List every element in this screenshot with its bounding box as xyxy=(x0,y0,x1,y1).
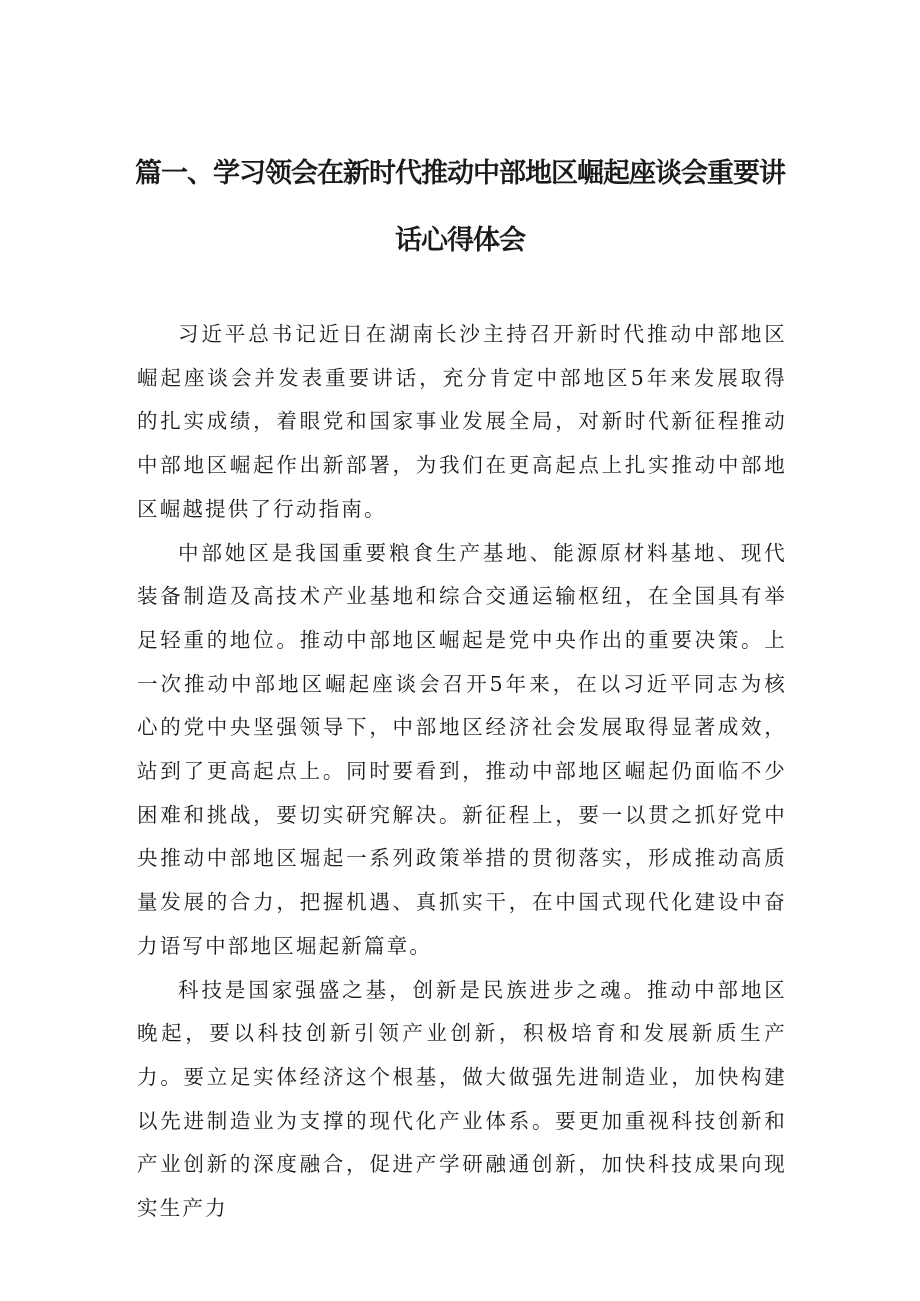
document-title-line-2: 话心得体会 xyxy=(395,225,525,256)
document-body xyxy=(137,313,787,1231)
paragraph-2: 中部她区是我国重要粮食生产基地、能源原材料基地、现代装备制造及高技术产业基地和综合交通运输枢纽，在全国具有举足轻重的地位。推动中部地区崛起是党中央作出的重要决策。上一次推动中部地区崛起座谈会召开5年来，在以习近平同志为核心的党中央坚强领导下，中部地区经济社会发展取得显著成效，站到了更高起点上。同时要看到，推动中部地区崛起仍面临不少困难和挑战，要切实研究解决。新征程上，要一以贯之抓好党中央推动中部地区堀起一系列政策举措的贯彻落实，形成推动高质量发展的合力，把握机遇、真抓实干，在中国式现代化建设中奋力语写中部地区堀起新篇章。 xyxy=(137,540,787,958)
paragraph-1: 习近平总书记近日在湖南长沙主持召开新时代推动中部地区崛起座谈会并发表重要讲话，充分肯定中部地区5年来发展取得的扎实成绩，着眼党和国家事业发展全局，对新时代新征程推动中部地区崛起作出新部署，为我们在更高起点上扎实推动中部地区崛越提供了行动指南。 xyxy=(137,322,787,521)
paragraph-3: 科技是国家强盛之基，创新是民族进步之魂。推动中部地区晚起，要以科技创新引领产业创新，积极培育和发展新质生产力。要立足实体经济这个根基，做大做强先进制造业，加快构建以先进制造业为支撑的现代化产业体系。要更加重视科技创新和产业创新的深度融合，促进产学研融通创新，加快科技成果向现实生产力 xyxy=(137,977,787,1221)
document-title-line-1: 篇一、学习领会在新时代推动中部地区崛起座谈会重要讲 xyxy=(135,158,785,189)
